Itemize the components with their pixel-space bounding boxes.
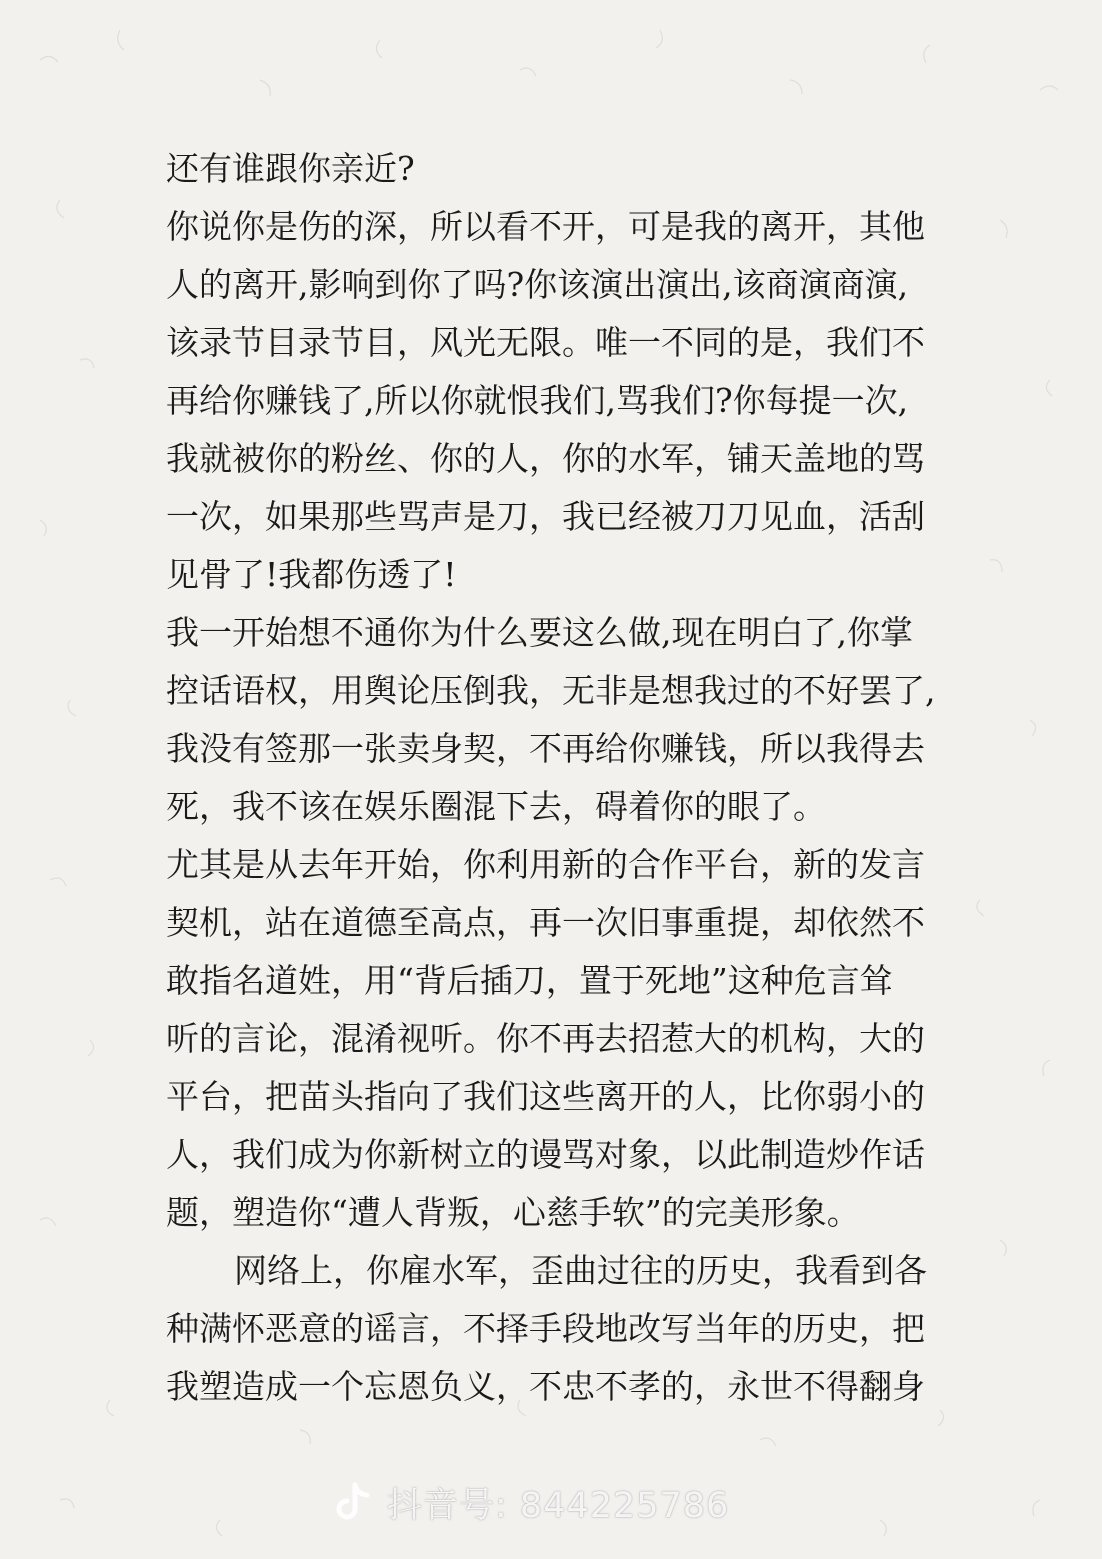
- text-line: 还有谁跟你亲近?: [166, 149, 415, 188]
- text-line: 我就被你的粉丝、你的人，你的水军，铺天盖地的骂: [166, 439, 925, 478]
- watermark-text: 抖音号: 844225786: [387, 1486, 730, 1526]
- text-line: 平台，把苗头指向了我们这些离开的人，比你弱小的: [166, 1077, 925, 1116]
- text-line: 契机，站在道德至高点，再一次旧事重提，却依然不: [166, 903, 925, 942]
- text-line: 敢指名道姓，用“背后插刀，置于死地”这种危言耸: [166, 961, 893, 1000]
- document-body: [166, 140, 938, 1416]
- text-line: 人，我们成为你新树立的谩骂对象，以此制造炒作话: [166, 1135, 925, 1174]
- text-line: 你说你是伤的深，所以看不开，可是我的离开，其他: [166, 207, 925, 246]
- text-line: 死，我不该在娱乐圈混下去，碍着你的眼了。: [166, 787, 826, 826]
- text-line: 听的言论，混淆视听。你不再去招惹大的机构，大的: [166, 1019, 925, 1058]
- text-line: 题，塑造你“遭人背叛，心慈手软”的完美形象。: [166, 1193, 860, 1232]
- watermark: [335, 1475, 729, 1531]
- text-line: 见骨了!我都伤透了!: [166, 555, 457, 594]
- text-line: 再给你赚钱了,所以你就恨我们,骂我们?你每提一次,: [166, 381, 909, 420]
- text-line: 网络上，你雇水军，歪曲过往的历史，我看到各: [234, 1251, 927, 1290]
- text-line: 我一开始想不通你为什么要这么做,现在明白了,你掌: [166, 613, 913, 652]
- text-line: 人的离开,影响到你了吗?你该演出演出,该商演商演,: [166, 265, 909, 304]
- douyin-logo-icon: [335, 1481, 375, 1525]
- text-line: 我塑造成一个忘恩负义，不忠不孝的，永世不得翻身: [166, 1367, 925, 1406]
- text-line: 我没有签那一张卖身契，不再给你赚钱，所以我得去: [166, 729, 925, 768]
- text-line: 种满怀恶意的谣言，不择手段地改写当年的历史，把: [166, 1309, 925, 1348]
- text-line: 控话语权，用舆论压倒我，无非是想我过的不好罢了,: [166, 671, 936, 710]
- text-line: 尤其是从去年开始，你利用新的合作平台，新的发言: [166, 845, 925, 884]
- text-line: 一次，如果那些骂声是刀，我已经被刀刀见血，活刮: [166, 497, 925, 536]
- text-line: 该录节目录节目，风光无限。唯一不同的是，我们不: [166, 323, 925, 362]
